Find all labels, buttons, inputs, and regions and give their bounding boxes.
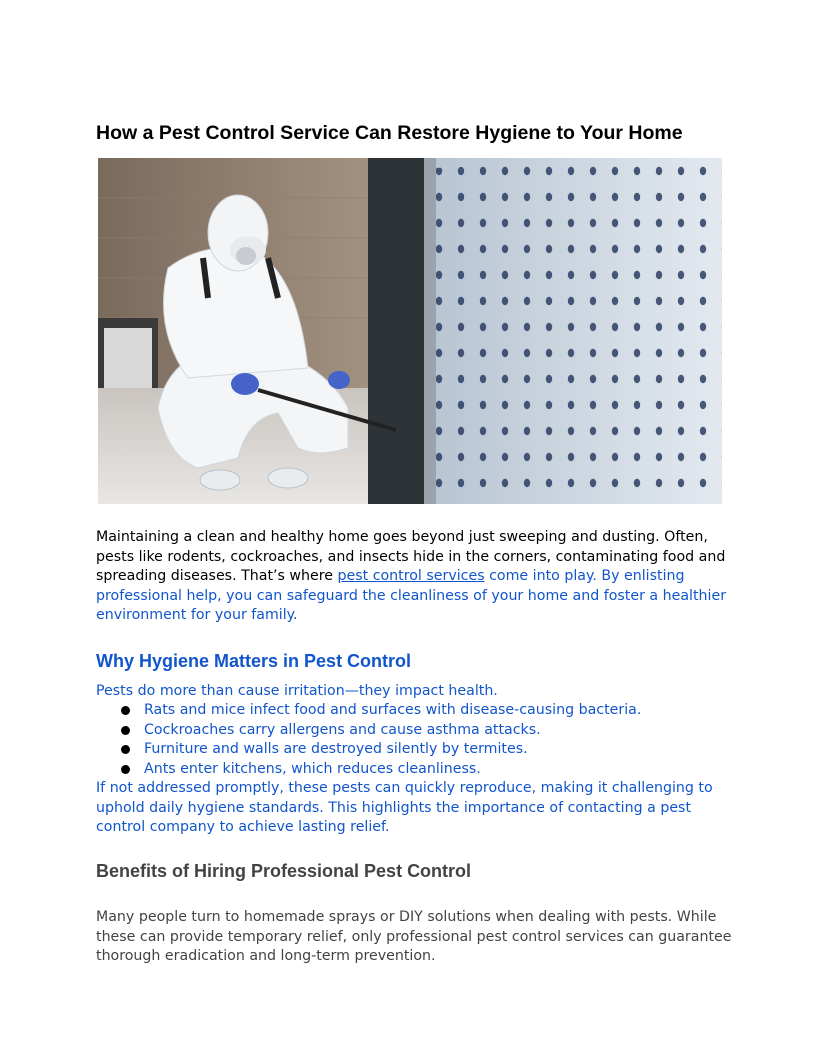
- bullet-icon: [121, 765, 130, 774]
- intro-paragraph: [96, 528, 736, 626]
- bullet-icon: [121, 706, 130, 715]
- section1-closing: If not addressed promptly, these pests can quickly reproduce, making it challenging to uphold daily hygiene standards. This highlights the importance of contacting a pest control company to achieve lasting relief.: [96, 780, 713, 835]
- pest-bullet-list: [120, 701, 641, 779]
- section1-lead: Pests do more than cause irritation—they impact health.: [96, 683, 498, 699]
- list-item: [120, 721, 641, 741]
- section2-body: Many people turn to homemade sprays or DIY solutions when dealing with pests. While these can provide temporary relief, only professional pest control services can guarantee thorough eradication and long-term prevention.: [96, 909, 732, 964]
- bullet-text: Cockroaches carry allergens and cause asthma attacks.: [144, 721, 541, 738]
- list-item: [120, 701, 641, 721]
- bullet-icon: [121, 745, 130, 754]
- pest-control-services-link[interactable]: pest control services: [337, 568, 485, 584]
- intro-text-part1: Maintaining a clean and healthy home goes beyond just sweeping and dusting. Often, pests like rodents, cockroaches, and insects hide in the corners, contaminating food and spreading diseases. That’s where: [96, 529, 726, 584]
- hero-photo: [98, 158, 722, 504]
- section-heading-benefits: Benefits of Hiring Professional Pest Control: [96, 861, 472, 881]
- bullet-text: Rats and mice infect food and surfaces with disease-causing bacteria.: [144, 702, 642, 718]
- bullet-text: Ants enter kitchens, which reduces cleanliness.: [144, 760, 481, 777]
- section-heading-hygiene: Why Hygiene Matters in Pest Control: [96, 651, 412, 671]
- bullet-icon: [121, 726, 130, 735]
- list-item: [120, 740, 641, 760]
- page-title: How a Pest Control Service Can Restore Hygiene to Your Home: [96, 122, 683, 144]
- intro-text-part2: come into play. By enlisting professional help, you can safeguard the cleanliness of your home and foster a healthier environment for your family.: [96, 568, 727, 623]
- list-item: [120, 760, 641, 780]
- bullet-text: Furniture and walls are destroyed silently by termites.: [144, 741, 528, 757]
